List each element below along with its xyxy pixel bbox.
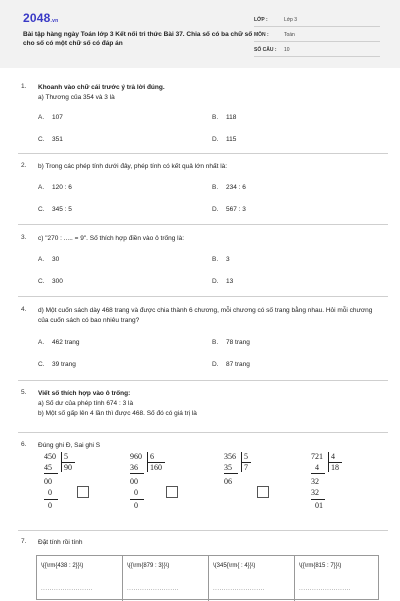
answer-box[interactable]	[166, 486, 178, 498]
partial-product: 4	[315, 463, 319, 472]
calc-expression: \({\rm{815 : 7}}\)	[299, 563, 342, 569]
calc-cell[interactable]	[123, 556, 209, 601]
meta-value: Lớp 3	[284, 16, 298, 23]
option-c[interactable]: C. 39 trang	[38, 361, 76, 368]
question-part-b: b) Một số gấp lên 4 lần thì được 468. Số đó có giá trị là	[38, 410, 197, 417]
logo-sub: .vn	[50, 18, 59, 24]
subtraction-bar	[44, 473, 58, 474]
question-number: 4.	[21, 306, 27, 313]
remainder-step: 00	[44, 477, 52, 486]
quotient: 18	[331, 463, 339, 472]
dividend: 960	[130, 452, 142, 461]
question-text: Đúng ghi Đ, Sai ghi S	[38, 442, 101, 449]
option-a[interactable]: A. 462 trang	[38, 339, 80, 346]
calculation-table	[36, 555, 379, 600]
answer-box[interactable]	[77, 486, 89, 498]
divider	[18, 380, 388, 381]
meta-key: MÔN :	[254, 31, 269, 38]
remainder-step: 32	[311, 477, 319, 486]
partial-product: 36	[130, 463, 138, 472]
question-1	[18, 83, 388, 153]
answer-dots: ........................	[127, 586, 180, 592]
meta-row-class	[254, 13, 380, 27]
logo-main: 2048	[23, 11, 51, 25]
question-number: 3.	[21, 234, 27, 241]
option-b[interactable]: B. 234 : 6	[212, 184, 246, 191]
document-header	[0, 0, 400, 68]
answer-box[interactable]	[257, 486, 269, 498]
answer-dots: ........................	[213, 586, 266, 592]
final-remainder: 01	[315, 501, 323, 510]
option-a[interactable]: A. 107	[38, 114, 63, 121]
question-text	[38, 389, 383, 419]
long-division-1	[44, 452, 124, 522]
calc-cell[interactable]	[209, 556, 295, 601]
meta-value: 10	[284, 46, 290, 53]
meta-key: SỐ CÂU :	[254, 46, 277, 53]
dividend: 356	[224, 452, 236, 461]
partial-product: 45	[44, 463, 52, 472]
question-number: 7.	[21, 538, 27, 545]
dividend: 721	[311, 452, 323, 461]
question-subtext: a) Thương của 354 và 3 là	[38, 94, 115, 101]
option-a[interactable]: A. 30	[38, 256, 60, 263]
question-part-a: a) Số dư của phép tính 674 : 3 là	[38, 400, 134, 407]
question-number: 6.	[21, 441, 27, 448]
question-5	[18, 389, 388, 429]
option-b[interactable]: B. 118	[212, 114, 237, 121]
document-meta	[254, 13, 380, 58]
question-text: b) Trong các phép tính dưới đây, phép tính có kết quả lớn nhất là:	[38, 163, 228, 170]
partial-product: 35	[224, 463, 232, 472]
remainder-step: 00	[130, 477, 138, 486]
subtraction-bar	[44, 499, 58, 500]
meta-key: LỚP :	[254, 16, 268, 23]
answer-dots: ........................	[299, 586, 352, 592]
quotient: 90	[64, 463, 72, 472]
question-heading: Khoanh vào chữ cái trước ý trả lời đúng.	[38, 84, 165, 91]
option-b[interactable]: B. 3	[212, 256, 230, 263]
subtraction-bar	[130, 499, 144, 500]
dividend: 450	[44, 452, 56, 461]
final-remainder: 0	[134, 501, 138, 510]
subtraction-bar	[311, 473, 325, 474]
option-c[interactable]: C. 300	[38, 278, 63, 285]
final-remainder: 0	[48, 501, 52, 510]
divider	[18, 153, 388, 154]
option-d[interactable]: D. 567 : 3	[212, 206, 246, 213]
question-text: d) Một cuốn sách dày 468 trang và được chia thành 6 chương, mỗi chương có số trang bằng nhau. Hỏi mỗi chương của cuốn sách có bao nhiêu trang?	[38, 307, 373, 324]
remainder-step: 0	[134, 488, 138, 497]
divider	[18, 224, 388, 225]
quotient: 160	[150, 463, 162, 472]
meta-row-count	[254, 43, 380, 57]
option-d[interactable]: D. 87 trang	[212, 361, 250, 368]
answer-dots: ........................	[41, 586, 94, 592]
question-text: c) "270 : ..... = 9". Số thích hợp điền vào ô trống là:	[38, 235, 185, 242]
remainder-step: 32	[311, 488, 319, 497]
calc-expression: \({\rm{438 : 2}}\)	[41, 563, 84, 569]
meta-row-subject	[254, 28, 380, 42]
remainder-step: 06	[224, 477, 232, 486]
question-number: 2.	[21, 162, 27, 169]
divider	[18, 530, 388, 531]
option-d[interactable]: D. 115	[212, 136, 237, 143]
question-text: Đặt tính rồi tính	[38, 539, 83, 546]
option-c[interactable]: C. 345 : 5	[38, 206, 72, 213]
option-d[interactable]: D. 13	[212, 278, 234, 285]
divisor: 5	[244, 452, 248, 461]
calc-expression: \(345{\rm{ : 4}}\)	[213, 563, 256, 569]
option-a[interactable]: A. 120 : 6	[38, 184, 72, 191]
long-division-3	[224, 452, 304, 522]
option-b[interactable]: B. 78 trang	[212, 339, 250, 346]
document-title: Bài tập hàng ngày Toán lớp 3 Kết nối tri thức Bài 37. Chia số có ba chữ số cho số có một chữ số có đáp án	[23, 31, 253, 47]
site-logo[interactable]	[23, 11, 58, 25]
question-2	[18, 162, 388, 222]
divider	[18, 296, 388, 297]
question-heading: Viết số thích hợp vào ô trống:	[38, 390, 131, 397]
calc-cell[interactable]	[295, 556, 379, 601]
option-c[interactable]: C. 351	[38, 136, 63, 143]
subtraction-bar	[224, 473, 238, 474]
question-4	[18, 306, 388, 378]
remainder-step: 0	[48, 488, 52, 497]
question-7	[18, 538, 388, 550]
question-number: 1.	[21, 83, 27, 90]
calc-cell[interactable]	[37, 556, 123, 601]
meta-value: Toán	[284, 31, 295, 38]
divisor: 5	[64, 452, 68, 461]
divider	[18, 432, 388, 433]
quotient: 7	[244, 463, 248, 472]
divisor: 6	[150, 452, 154, 461]
calc-expression: \({\rm{879 : 3}}\)	[127, 563, 170, 569]
long-division-4	[311, 452, 391, 522]
question-3	[18, 234, 388, 294]
question-number: 5.	[21, 389, 27, 396]
question-text	[38, 83, 383, 103]
subtraction-bar	[130, 473, 144, 474]
divisor: 4	[331, 452, 335, 461]
long-division-2	[130, 452, 210, 522]
subtraction-bar	[311, 499, 325, 500]
